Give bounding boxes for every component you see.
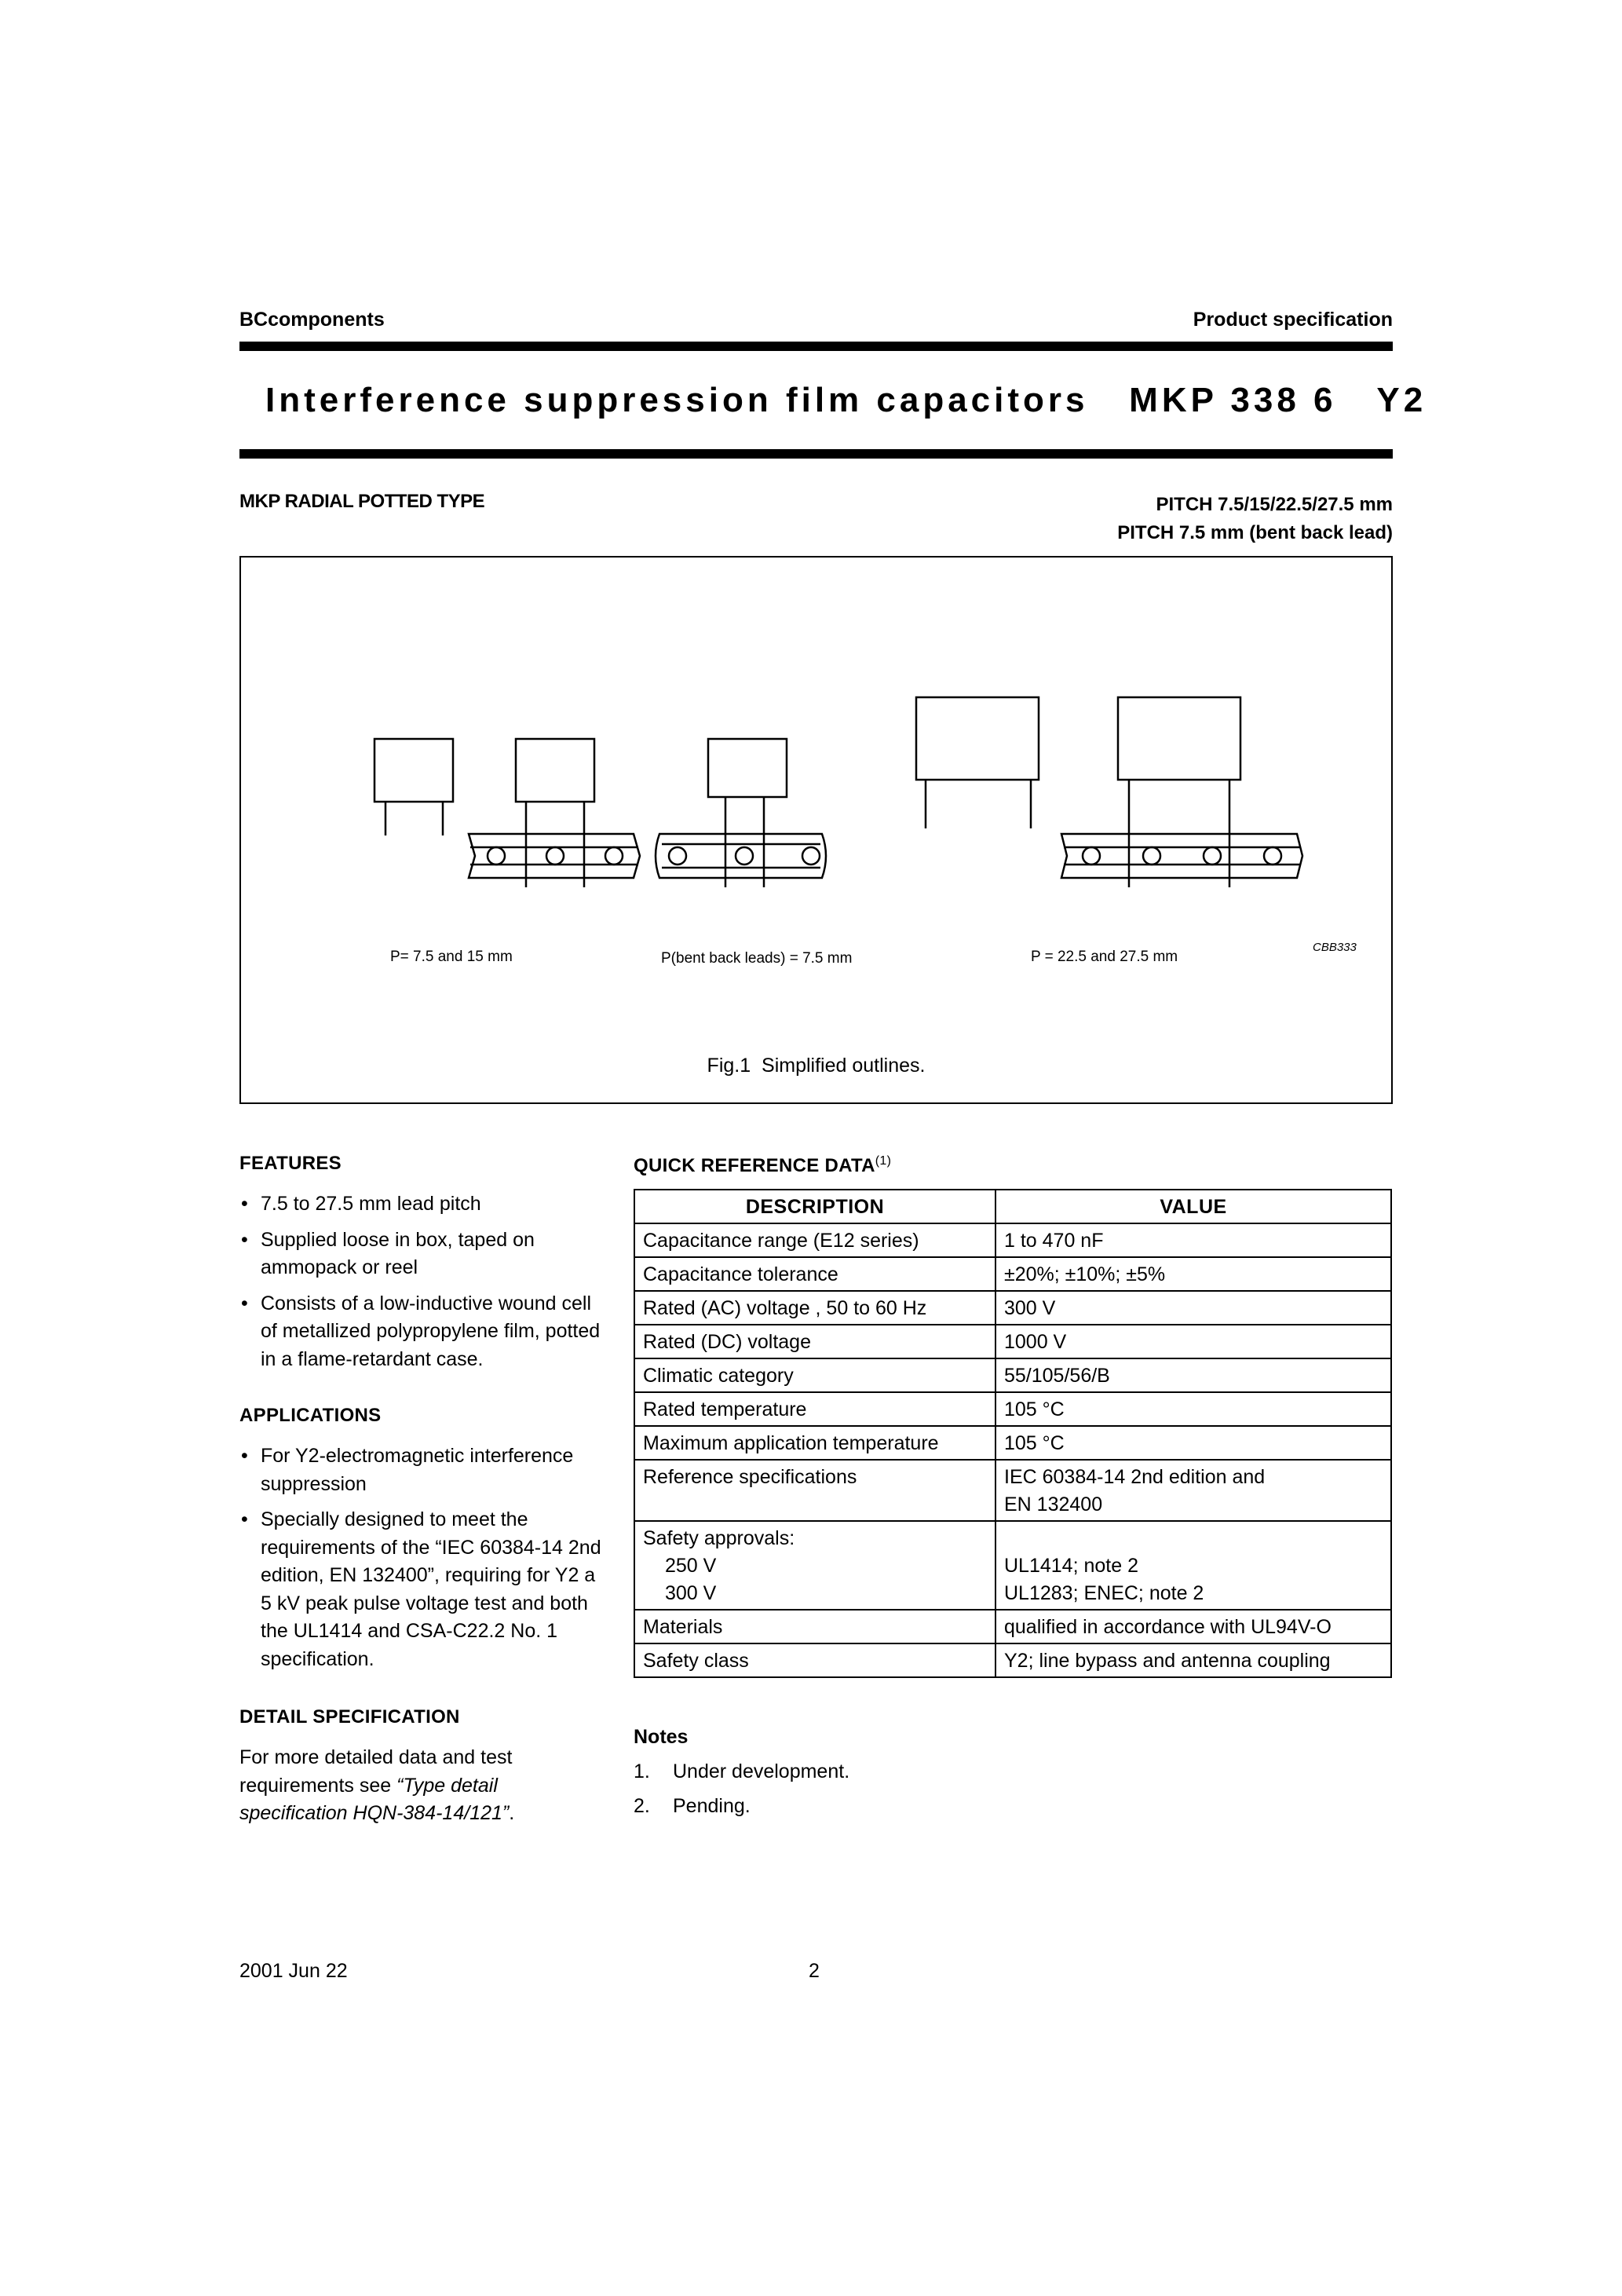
table-row — [634, 1257, 1391, 1291]
row-value: qualified in accordance with UL94V-O — [995, 1610, 1391, 1643]
applications-list — [239, 1442, 608, 1673]
table-row — [634, 1521, 1391, 1610]
row-value — [995, 1521, 1391, 1610]
row-desc: Safety class — [634, 1643, 995, 1677]
left-column — [239, 1153, 608, 1828]
safety-label: Safety approvals: — [643, 1527, 795, 1549]
list-item: • Supplied loose in box, taped on ammopack or reel — [239, 1227, 608, 1282]
note-item — [634, 1789, 1387, 1823]
list-item: • Consists of a low-inductive wound cell of metallized polypropylene film, potted in a flame-retardant case. — [239, 1290, 608, 1374]
subtitle-right-line-2: PITCH 7.5 mm (bent back lead) — [1117, 522, 1393, 543]
row-desc: Capacitance tolerance — [634, 1257, 995, 1291]
qrd-heading-text: QUICK REFERENCE DATA — [634, 1155, 875, 1176]
qrd-heading — [634, 1154, 891, 1177]
safety-250v-value: UL1414; note 2 — [1004, 1555, 1138, 1577]
row-desc: Maximum application temperature — [634, 1426, 995, 1460]
row-value — [995, 1460, 1391, 1521]
notes-heading: Notes — [634, 1726, 689, 1748]
figure-caption: Fig.1 Simplified outlines. — [707, 1055, 926, 1077]
detail-text — [239, 1744, 608, 1828]
header-rule — [239, 342, 1393, 351]
row-value: 55/105/56/B — [995, 1358, 1391, 1392]
col-value: VALUE — [995, 1190, 1391, 1223]
figure-label-3: P = 22.5 and 27.5 mm — [1031, 949, 1178, 965]
features-heading: FEATURES — [239, 1153, 342, 1174]
quick-reference-table — [634, 1189, 1392, 1678]
figure-code: CBB333 — [1313, 941, 1357, 954]
capacitor-body — [374, 739, 453, 802]
subtitle-right — [1117, 491, 1393, 547]
row-desc: Reference specifications — [634, 1460, 995, 1521]
table-row — [634, 1325, 1391, 1358]
row-desc: Rated (DC) voltage — [634, 1325, 995, 1358]
notes — [634, 1720, 1387, 1823]
safety-300v-value: UL1283; ENEC; note 2 — [1004, 1582, 1204, 1604]
title-rule — [239, 449, 1393, 459]
note-text: Under development. — [673, 1760, 850, 1782]
capacitor-body — [708, 739, 787, 797]
note-number: 2. — [634, 1795, 650, 1817]
table-row — [634, 1358, 1391, 1392]
row-value: ±20%; ±10%; ±5% — [995, 1257, 1391, 1291]
list-item: • Specially designed to meet the requirements of the “IEC 60384-14 2nd edition, EN 132400”, requiring for Y2 a 5 kV peak pulse voltage test and both the UL1414 and CSA-C22.2 No. 1 specification. — [239, 1506, 608, 1673]
ammo-tape — [469, 834, 640, 878]
row-value: Y2; line bypass and antenna coupling — [995, 1643, 1391, 1677]
capacitor-body — [516, 739, 594, 802]
note-text: Pending. — [673, 1795, 751, 1817]
outline-drawing — [241, 558, 1391, 1102]
table-row — [634, 1460, 1391, 1521]
page-title: Interference suppression film capacitors MKP 338 6 Y2 — [265, 381, 1427, 419]
note-item — [634, 1754, 1387, 1789]
table-row — [634, 1223, 1391, 1257]
row-desc — [634, 1521, 995, 1610]
capacitor-body — [1118, 697, 1240, 780]
table-row — [634, 1610, 1391, 1643]
figure-box — [239, 556, 1393, 1104]
figure-label-2: P(bent back leads) = 7.5 mm — [661, 950, 853, 967]
ammo-tape — [1061, 834, 1302, 878]
note-number: 1. — [634, 1760, 650, 1782]
table-row — [634, 1426, 1391, 1460]
row-desc: Capacitance range (E12 series) — [634, 1223, 995, 1257]
row-value: 1000 V — [995, 1325, 1391, 1358]
row-value-line-1: IEC 60384-14 2nd edition and — [1004, 1466, 1266, 1488]
footer-date: 2001 Jun 22 — [239, 1960, 348, 1982]
row-desc: Rated temperature — [634, 1392, 995, 1426]
row-value: 1 to 470 nF — [995, 1223, 1391, 1257]
col-description: DESCRIPTION — [634, 1190, 995, 1223]
subtitle-right-line-1: PITCH 7.5/15/22.5/27.5 mm — [1156, 494, 1393, 515]
safety-300v: 300 V — [665, 1582, 717, 1604]
list-item: • For Y2-electromagnetic interference suppression — [239, 1442, 608, 1498]
row-desc: Materials — [634, 1610, 995, 1643]
table-row — [634, 1643, 1391, 1677]
table-row — [634, 1291, 1391, 1325]
detail-heading: DETAIL SPECIFICATION — [239, 1706, 460, 1727]
features-list — [239, 1190, 608, 1373]
detail-text-end: . — [509, 1802, 515, 1824]
row-value: 105 °C — [995, 1392, 1391, 1426]
qrd-heading-sup: (1) — [875, 1154, 892, 1168]
safety-250v: 250 V — [665, 1555, 717, 1577]
table-header-row — [634, 1190, 1391, 1223]
figure-label-1: P= 7.5 and 15 mm — [390, 949, 513, 965]
row-value: 300 V — [995, 1291, 1391, 1325]
header-company: BCcomponents — [239, 309, 385, 331]
footer-page-number: 2 — [809, 1960, 820, 1982]
capacitor-body — [916, 697, 1039, 780]
row-value: 105 °C — [995, 1426, 1391, 1460]
row-value-line-2: EN 132400 — [1004, 1493, 1103, 1515]
subtitle-left: MKP RADIAL POTTED TYPE — [239, 491, 485, 512]
row-desc: Rated (AC) voltage , 50 to 60 Hz — [634, 1291, 995, 1325]
row-desc: Climatic category — [634, 1358, 995, 1392]
header-doc-type: Product specification — [1193, 309, 1393, 331]
applications-heading: APPLICATIONS — [239, 1405, 382, 1426]
detail-text-plain: For more detailed data and test requirements see — [239, 1746, 513, 1797]
detail-text-italic: “Type detail specification HQN-384-14/121” — [239, 1774, 510, 1824]
ammo-tape — [656, 834, 826, 878]
list-item: • 7.5 to 27.5 mm lead pitch — [239, 1190, 608, 1219]
table-row — [634, 1392, 1391, 1426]
